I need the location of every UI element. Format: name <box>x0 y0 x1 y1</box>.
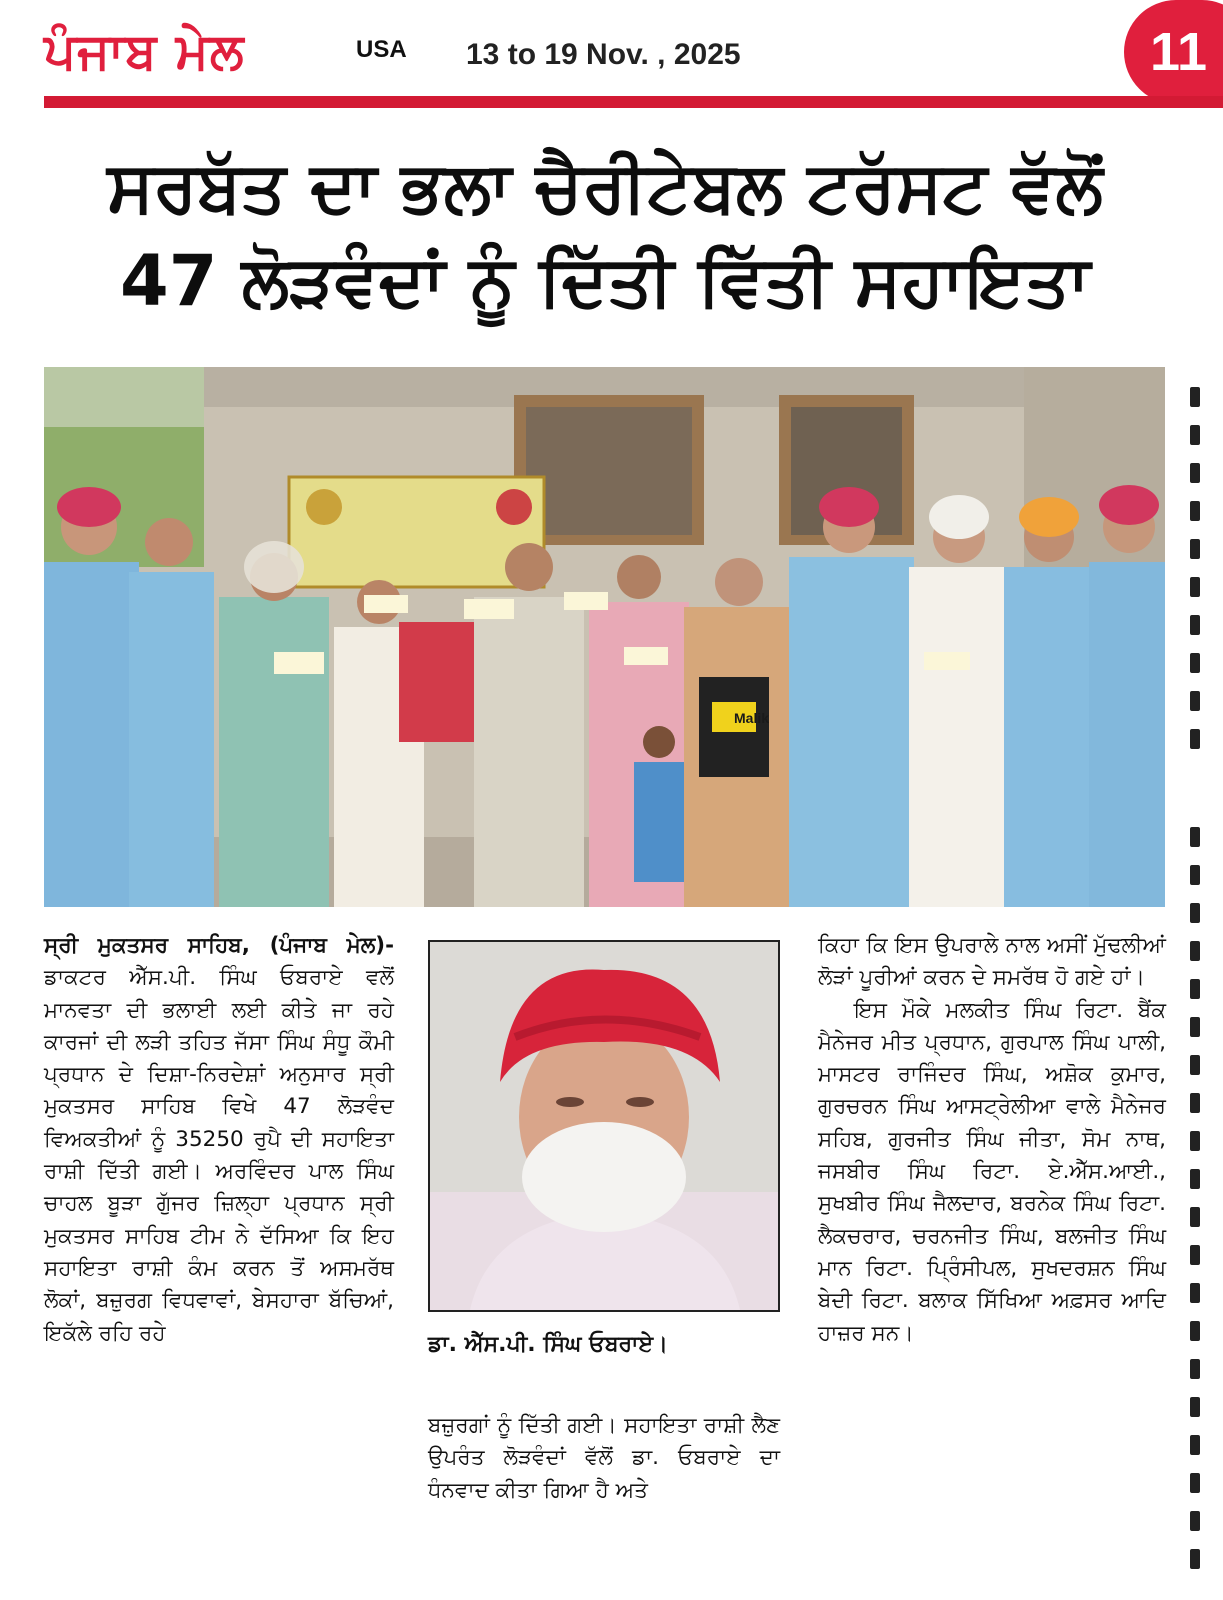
article-column-1 <box>44 930 394 1350</box>
article-body-3a: ਕਿਹਾ ਕਿ ਇਸ ਉਪਰਾਲੇ ਨਾਲ ਅਸੀਂ ਮੁੱਢਲੀਆਂ ਲੋੜਾਂ ਪੂਰੀਆਂ ਕਰਨ ਦੇ ਸਮਰੱਥ ਹੋ ਗਏ ਹਾਂ। <box>818 933 1166 991</box>
headline-line-2: 47 ਲੋੜਵੰਦਾਂ ਨੂੰ ਦਿੱਤੀ ਵਿੱਤੀ ਸਹਾਇਤਾ <box>119 240 1090 322</box>
article-body-1: ਡਾਕਟਰ ਐੱਸ.ਪੀ. ਸਿੰਘ ਓਬਰਾਏ ਵਲੋਂ ਮਾਨਵਤਾ ਦੀ ਭਲਾਈ ਲਈ ਕੀਤੇ ਜਾ ਰਹੇ ਕਾਰਜਾਂ ਦੀ ਲੜੀ ਤਹਿਤ ਜੱਸਾ ਸਿੰਘ ਸੰਧੂ ਕੌਮੀ ਪ੍ਰਧਾਨ ਦੇ ਦਿਸ਼ਾ-ਨਿਰਦੇਸ਼ਾਂ ਅਨੁਸਾਰ ਸ੍ਰੀ ਮੁਕਤਸਰ ਸਾਹਿਬ ਵਿਖੇ 47 ਲੋੜਵੰਦ ਵਿਅਕਤੀਆਂ ਨੂੰ 35250 ਰੁਪੈ ਦੀ ਸਹਾਇਤਾ ਰਾਸ਼ੀ ਦਿੱਤੀ ਗਈ। ਅਰਵਿੰਦਰ ਪਾਲ ਸਿੰਘ ਚਾਹਲ ਬੂੜਾ ਗੁੱਜਰ ਜ਼ਿਲ੍ਹਾ ਪ੍ਰਧਾਨ ਸ੍ਰੀ ਮੁਕਤਸਰ ਸਾਹਿਬ ਟੀਮ ਨੇ ਦੱਸਿਆ ਕਿ ਇਹ ਸਹਾਇਤਾ ਰਾਸ਼ੀ ਕੰਮ ਕਰਨ ਤੋਂ ਅਸਮਰੱਥ ਲੋਕਾਂ, ਬਜ਼ੁਰਗ ਵਿਧਵਾਵਾਂ, ਬੇਸਹਾਰਾ ਬੱਚਿਆਂ, ਇਕੱਲੇ ਰਹਿ ਰਹੇ <box>44 965 394 1346</box>
headline-line-1: ਸਰਬੱਤ ਦਾ ਭਲਾ ਚੈਰੀਟੇਬਲ ਟਰੱਸਟ ਵੱਲੋਂ <box>107 146 1103 228</box>
masthead-rule <box>44 96 1223 108</box>
adjacent-column-fragment <box>1172 367 1223 1600</box>
masthead <box>44 18 1208 98</box>
bag-label: Malik <box>734 710 770 726</box>
article-column-2 <box>428 1410 780 1507</box>
article-dateline: ਸ੍ਰੀ ਮੁਕਤਸਰ ਸਾਹਿਬ, (ਪੰਜਾਬ ਮੇਲ)- <box>44 933 394 958</box>
page-number-badge: 11 <box>1124 0 1223 104</box>
article-column-3 <box>818 930 1166 1350</box>
edition-label: USA <box>356 36 407 63</box>
portrait-photo <box>428 940 780 1312</box>
portrait-caption: ਡਾ. ਐੱਸ.ਪੀ. ਸਿੰਘ ਓਬਰਾਏ। <box>428 1332 668 1357</box>
article-body-3b: ਇਸ ਮੌਕੇ ਮਲਕੀਤ ਸਿੰਘ ਰਿਟਾ. ਬੈਂਕ ਮੈਨੇਜਰ ਮੀਤ ਪ੍ਰਧਾਨ, ਗੁਰਪਾਲ ਸਿੰਘ ਪਾਲੀ, ਮਾਸਟਰ ਰਾਜਿੰਦਰ ਸਿੰਘ, ਅਸ਼ੋਕ ਕੁਮਾਰ, ਗੁਰਚਰਨ ਸਿੰਘ ਆਸਟ੍ਰੇਲੀਆ ਵਾਲੇ ਮੈਨੇਜਰ ਸਹਿਬ, ਗੁਰਜੀਤ ਸਿੰਘ ਜੀਤਾ, ਸੋਮ ਨਾਥ, ਜਸਬੀਰ ਸਿੰਘ ਰਿਟਾ. ਏ.ਐੱਸ.ਆਈ., ਸੁਖਬੀਰ ਸਿੰਘ ਜੈਲਦਾਰ, ਬਰਨੇਕ ਸਿੰਘ ਰਿਟਾ. ਲੈਕਚਰਾਰ, ਚਰਨਜੀਤ ਸਿੰਘ, ਬਲਜੀਤ ਸਿੰਘ ਮਾਨ ਰਿਟਾ. ਪ੍ਰਿੰਸੀਪਲ, ਸੁਖਦਰਸ਼ਨ ਸਿੰਘ ਬੇਦੀ ਰਿਟਾ. ਬਲਾਕ ਸਿੱਖਿਆ ਅਫ਼ਸਰ ਆਦਿ ਹਾਜ਼ਰ ਸਨ। <box>818 997 1166 1346</box>
group-photo <box>44 367 1165 907</box>
headline <box>50 140 1160 328</box>
issue-date: 13 to 19 Nov. , 2025 <box>466 38 741 71</box>
article-body-2: ਬਜ਼ੁਰਗਾਂ ਨੂੰ ਦਿੱਤੀ ਗਈ। ਸਹਾਇਤਾ ਰਾਸ਼ੀ ਲੈਣ ਉਪਰੰਤ ਲੋੜਵੰਦਾਂ ਵੱਲੋਂ ਡਾ. ਓਬਰਾਏ ਦਾ ਧੰਨਵਾਦ ਕੀਤਾ ਗਿਆ ਹੈ ਅਤੇ <box>428 1413 780 1503</box>
newspaper-title: ਪੰਜਾਬ ਮੇਲ <box>44 22 245 80</box>
